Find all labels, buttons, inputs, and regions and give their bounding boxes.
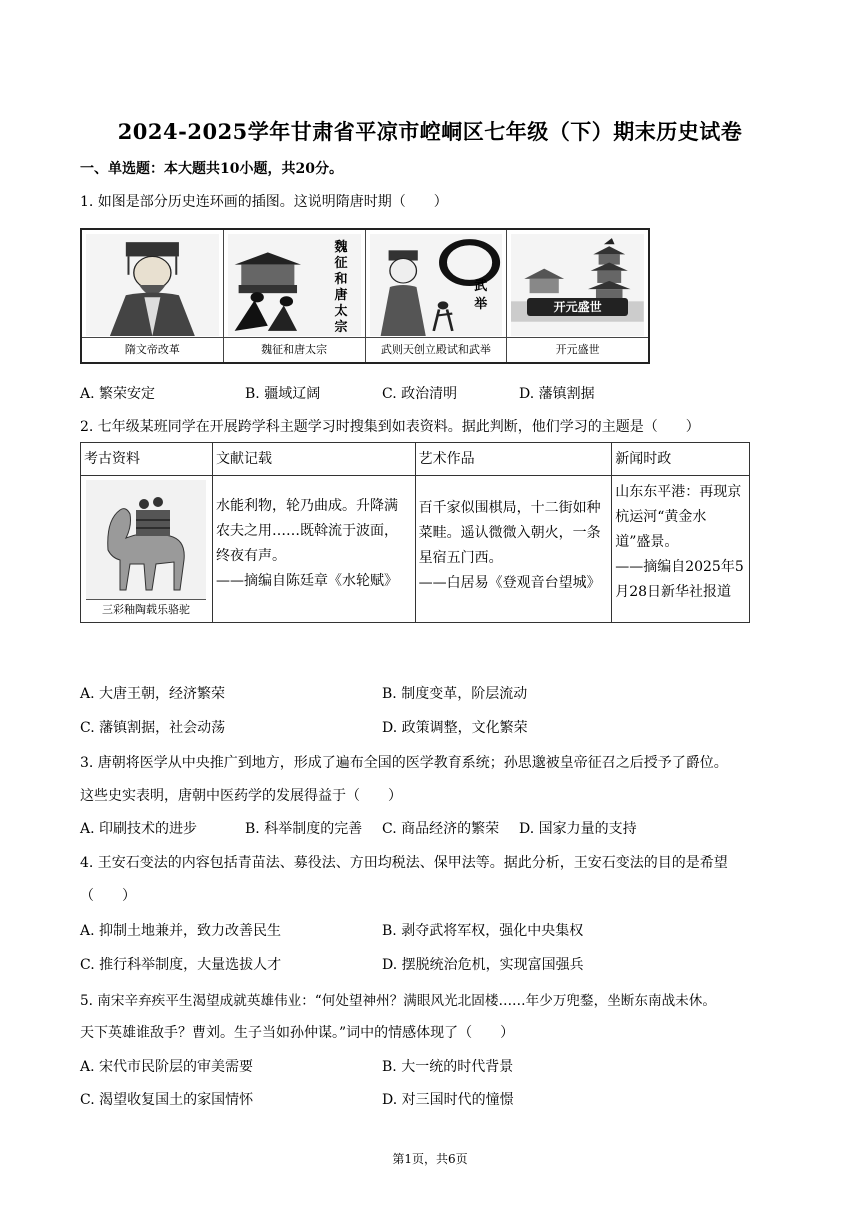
question-5-stem: 5. 南宋辛弃疾平生渴望成就英雄伟业：“何处望神州？满眼风光北固楼……年少万兜鍪，坐断东南战未休。 xyxy=(80,993,716,1009)
empress-illustration xyxy=(370,234,503,336)
literature-line: 农夫之用……既斡流于波面， xyxy=(215,523,398,539)
panel-caption: 隋文帝改革 xyxy=(82,337,223,362)
art-line: 百千家似围棋局，十二街如种 xyxy=(418,500,601,516)
art-cell xyxy=(415,476,612,623)
question-3-stem: 3. 唐朝将医学从中央推广到地方，形成了遍布全国的医学教育系统；孙思邈被皇帝征召之后授予了爵位。 xyxy=(80,755,728,771)
table-header-cell: 考古资料 xyxy=(81,443,213,476)
emperor-illustration xyxy=(86,234,219,336)
question-3-stem-cont: 这些史实表明，唐朝中医药学的发展得益于（ ） xyxy=(80,788,402,804)
panel-caption: 开元盛世 xyxy=(507,337,648,362)
table-header-cell: 文献记载 xyxy=(212,443,415,476)
comic-panel xyxy=(224,230,366,362)
source-table xyxy=(80,442,750,623)
option-c[interactable]: C. 商品经济的繁荣 xyxy=(382,821,500,837)
option-b[interactable]: B. 大一统的时代背景 xyxy=(382,1059,514,1075)
page-number: 第1页，共6页 xyxy=(392,1152,468,1166)
comic-panel xyxy=(366,230,508,362)
camel-relic-image xyxy=(86,480,206,620)
question-5-stem-cont: 天下英雄谁敌手？曹刘。生子当如孙仲谋。”词中的情感体现了（ ） xyxy=(80,1025,515,1041)
news-line: 月28日新华社报道 xyxy=(615,584,732,600)
palace-illustration xyxy=(228,234,361,336)
table-row xyxy=(81,476,750,623)
option-c[interactable]: C. 渴望收复国土的家国情怀 xyxy=(80,1092,254,1108)
panel-caption: 魏征和唐太宗 xyxy=(224,337,365,362)
archaeology-cell xyxy=(81,476,213,623)
option-d[interactable]: D. 摆脱统治危机，实现富国强兵 xyxy=(382,957,584,973)
news-line: 杭运河“黄金水 xyxy=(615,509,707,525)
comic-panel xyxy=(507,230,648,362)
question-4-stem-cont: （ ） xyxy=(80,888,136,904)
panel-inscription: 魏征和唐太宗 xyxy=(334,240,348,335)
section-heading: 一、单选题：本大题共10小题，共20分。 xyxy=(80,161,343,177)
pagoda-illustration xyxy=(511,234,644,336)
option-a[interactable]: A. 抑制土地兼并，致力改善民生 xyxy=(80,923,282,939)
option-a[interactable]: A. 印刷技术的进步 xyxy=(80,821,198,837)
option-a[interactable]: A. 宋代市民阶层的审美需要 xyxy=(80,1059,254,1075)
art-line: 星宿五门西。 xyxy=(418,550,503,566)
option-a[interactable]: A. 大唐王朝，经济繁荣 xyxy=(80,686,226,702)
literature-line: ——摘编自陈廷章《水轮赋》 xyxy=(215,573,398,589)
news-line: ——摘编自2025年5 xyxy=(615,559,744,575)
literature-line: 终夜有声。 xyxy=(215,548,286,564)
option-c[interactable]: C. 推行科举制度，大量选拔人才 xyxy=(80,957,282,973)
option-a[interactable]: A. 繁荣安定 xyxy=(80,386,156,402)
literature-line: 水能利物，轮乃曲成。升降满 xyxy=(215,498,398,514)
table-header-cell: 新闻时政 xyxy=(612,443,750,476)
question-4-stem: 4. 王安石变法的内容包括青苗法、募役法、方田均税法、保甲法等。据此分析，王安石变法的目的是希望 xyxy=(80,855,728,871)
option-d[interactable]: D. 国家力量的支持 xyxy=(519,821,637,837)
panel-inscription: 武举 xyxy=(474,279,488,312)
option-c[interactable]: C. 藩镇割据，社会动荡 xyxy=(80,720,226,736)
panel-caption: 武则天创立殿试和武举 xyxy=(366,337,507,362)
option-d[interactable]: D. 政策调整，文化繁荣 xyxy=(382,720,528,736)
news-line: 道”盛景。 xyxy=(615,534,679,550)
option-d[interactable]: D. 藩镇割据 xyxy=(519,386,595,402)
question-1-stem: 1. 如图是部分历史连环画的插图。这说明隋唐时期（ ） xyxy=(80,194,448,210)
news-cell xyxy=(612,476,750,623)
comic-panel xyxy=(82,230,224,362)
panel-inscription: 开元盛世 xyxy=(527,298,628,316)
literature-cell xyxy=(212,476,415,623)
option-d[interactable]: D. 对三国时代的憧憬 xyxy=(382,1092,514,1108)
option-b[interactable]: B. 科举制度的完善 xyxy=(245,821,363,837)
option-c[interactable]: C. 政治清明 xyxy=(382,386,458,402)
table-header-row xyxy=(81,443,750,476)
art-line: 菜畦。遥认微微入朝火，一条 xyxy=(418,525,601,541)
page-title: 2024-2025学年甘肃省平凉市崆峒区七年级（下）期末历史试卷 xyxy=(117,119,743,144)
question-2-stem: 2. 七年级某班同学在开展跨学科主题学习时搜集到如表资料。据此判断，他们学习的主题是（ ） xyxy=(80,419,700,435)
option-b[interactable]: B. 疆域辽阔 xyxy=(245,386,321,402)
relic-caption: 三彩釉陶载乐骆驼 xyxy=(86,599,206,620)
comic-strip xyxy=(80,228,650,364)
news-line: 山东东平港：再现京 xyxy=(615,484,742,500)
option-b[interactable]: B. 剥夺武将军权，强化中央集权 xyxy=(382,923,584,939)
art-line: ——白居易《登观音台望城》 xyxy=(418,575,601,591)
table-header-cell: 艺术作品 xyxy=(415,443,612,476)
option-b[interactable]: B. 制度变革，阶层流动 xyxy=(382,686,528,702)
